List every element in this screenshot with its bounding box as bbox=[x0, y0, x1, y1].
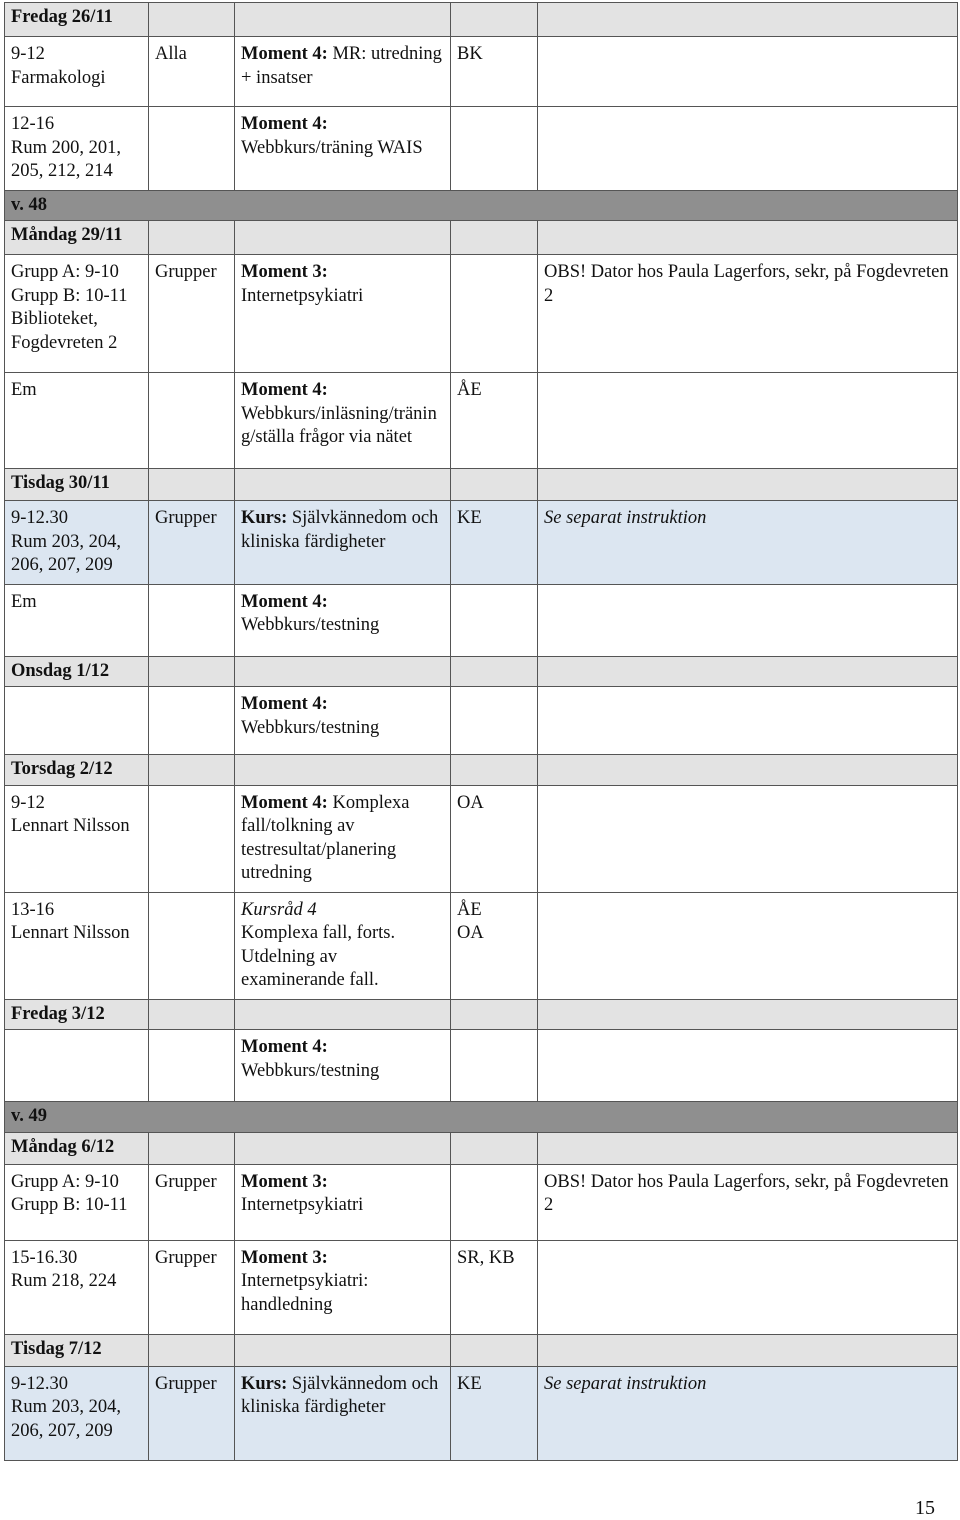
day-header-row bbox=[5, 221, 958, 255]
schedule-row bbox=[5, 1164, 958, 1240]
teacher-cell: KE bbox=[451, 1366, 538, 1460]
activity-cell: Kurs: Självkännedom och kliniska färdigheter bbox=[235, 501, 451, 585]
day-label: Torsdag 2/12 bbox=[5, 755, 149, 786]
teacher-cell: KE bbox=[451, 501, 538, 585]
note-cell: Se separat instruktion bbox=[538, 501, 958, 585]
group-cell: Grupper bbox=[149, 255, 235, 373]
time-cell: 15-16.30 Rum 218, 224 bbox=[5, 1240, 149, 1334]
activity-cell: Moment 3: Internetpsykiatri: handledning bbox=[235, 1240, 451, 1334]
time-cell: Grupp A: 9-10 Grupp B: 10-11 bbox=[5, 1164, 149, 1240]
activity-cell: Kursråd 4 Komplexa fall, forts. Utdelning av examinerande fall. bbox=[235, 892, 451, 999]
schedule-row bbox=[5, 107, 958, 191]
time-cell: 9-12.30 Rum 203, 204, 206, 207, 209 bbox=[5, 1366, 149, 1460]
day-label: Onsdag 1/12 bbox=[5, 656, 149, 687]
teacher-cell: ÅE OA bbox=[451, 892, 538, 999]
time-cell: 13-16 Lennart Nilsson bbox=[5, 892, 149, 999]
day-header-row bbox=[5, 656, 958, 687]
day-header-row bbox=[5, 3, 958, 37]
day-label: Fredag 3/12 bbox=[5, 999, 149, 1030]
schedule-row bbox=[5, 785, 958, 892]
activity-cell: Moment 4: Webbkurs/testning bbox=[235, 1030, 451, 1102]
schedule-row bbox=[5, 255, 958, 373]
group-cell: Alla bbox=[149, 37, 235, 107]
time-cell: 9-12 Farmakologi bbox=[5, 37, 149, 107]
time-cell: Em bbox=[5, 584, 149, 656]
activity-cell: Moment 4: MR: utredning + insatser bbox=[235, 37, 451, 107]
note-cell bbox=[538, 37, 958, 107]
activity-cell: Moment 4: Webbkurs/inläsning/träning/ställa frågor via nätet bbox=[235, 373, 451, 469]
week-label: v. 49 bbox=[5, 1102, 958, 1133]
page-number: 15 bbox=[915, 1497, 935, 1519]
week-label: v. 48 bbox=[5, 190, 958, 221]
time-cell: 9-12.30 Rum 203, 204, 206, 207, 209 bbox=[5, 501, 149, 585]
activity-cell: Moment 3: Internetpsykiatri bbox=[235, 1164, 451, 1240]
activity-cell: Moment 4: Webbkurs/testning bbox=[235, 687, 451, 755]
day-label: Tisdag 30/11 bbox=[5, 469, 149, 501]
schedule-row bbox=[5, 1030, 958, 1102]
time-cell: Grupp A: 9-10 Grupp B: 10-11 Biblioteket, Fogdevreten 2 bbox=[5, 255, 149, 373]
activity-cell: Moment 4: Webbkurs/träning WAIS bbox=[235, 107, 451, 191]
day-header-row bbox=[5, 1334, 958, 1366]
day-label: Måndag 29/11 bbox=[5, 221, 149, 255]
note-cell: Se separat instruktion bbox=[538, 1366, 958, 1460]
teacher-cell: SR, KB bbox=[451, 1240, 538, 1334]
day-header-row bbox=[5, 999, 958, 1030]
group-cell: Grupper bbox=[149, 1164, 235, 1240]
activity-cell: Kurs: Självkännedom och kliniska färdigheter bbox=[235, 1366, 451, 1460]
schedule-row bbox=[5, 687, 958, 755]
note-cell: OBS! Dator hos Paula Lagerfors, sekr, på Fogdevreten 2 bbox=[538, 1164, 958, 1240]
teacher-cell: OA bbox=[451, 785, 538, 892]
schedule-row bbox=[5, 37, 958, 107]
day-header-row bbox=[5, 755, 958, 786]
group-cell: Grupper bbox=[149, 1240, 235, 1334]
group-cell: Grupper bbox=[149, 501, 235, 585]
day-label: Fredag 26/11 bbox=[5, 3, 149, 37]
teacher-cell: BK bbox=[451, 37, 538, 107]
week-row bbox=[5, 1102, 958, 1133]
day-label: Måndag 6/12 bbox=[5, 1132, 149, 1164]
day-label: Tisdag 7/12 bbox=[5, 1334, 149, 1366]
schedule-row bbox=[5, 1366, 958, 1460]
schedule-row bbox=[5, 1240, 958, 1334]
note-cell: OBS! Dator hos Paula Lagerfors, sekr, på Fogdevreten 2 bbox=[538, 255, 958, 373]
schedule-row bbox=[5, 892, 958, 999]
schedule-row bbox=[5, 584, 958, 656]
time-cell: 12-16 Rum 200, 201, 205, 212, 214 bbox=[5, 107, 149, 191]
schedule-row bbox=[5, 373, 958, 469]
group-cell: Grupper bbox=[149, 1366, 235, 1460]
activity-cell: Moment 3: Internetpsykiatri bbox=[235, 255, 451, 373]
day-header-row bbox=[5, 469, 958, 501]
time-cell: 9-12 Lennart Nilsson bbox=[5, 785, 149, 892]
teacher-cell: ÅE bbox=[451, 373, 538, 469]
schedule-row bbox=[5, 501, 958, 585]
activity-cell: Moment 4: Komplexa fall/tolkning av testresultat/planering utredning bbox=[235, 785, 451, 892]
schedule-table bbox=[4, 2, 958, 1461]
activity-cell: Moment 4: Webbkurs/testning bbox=[235, 584, 451, 656]
week-row bbox=[5, 190, 958, 221]
day-header-row bbox=[5, 1132, 958, 1164]
time-cell: Em bbox=[5, 373, 149, 469]
